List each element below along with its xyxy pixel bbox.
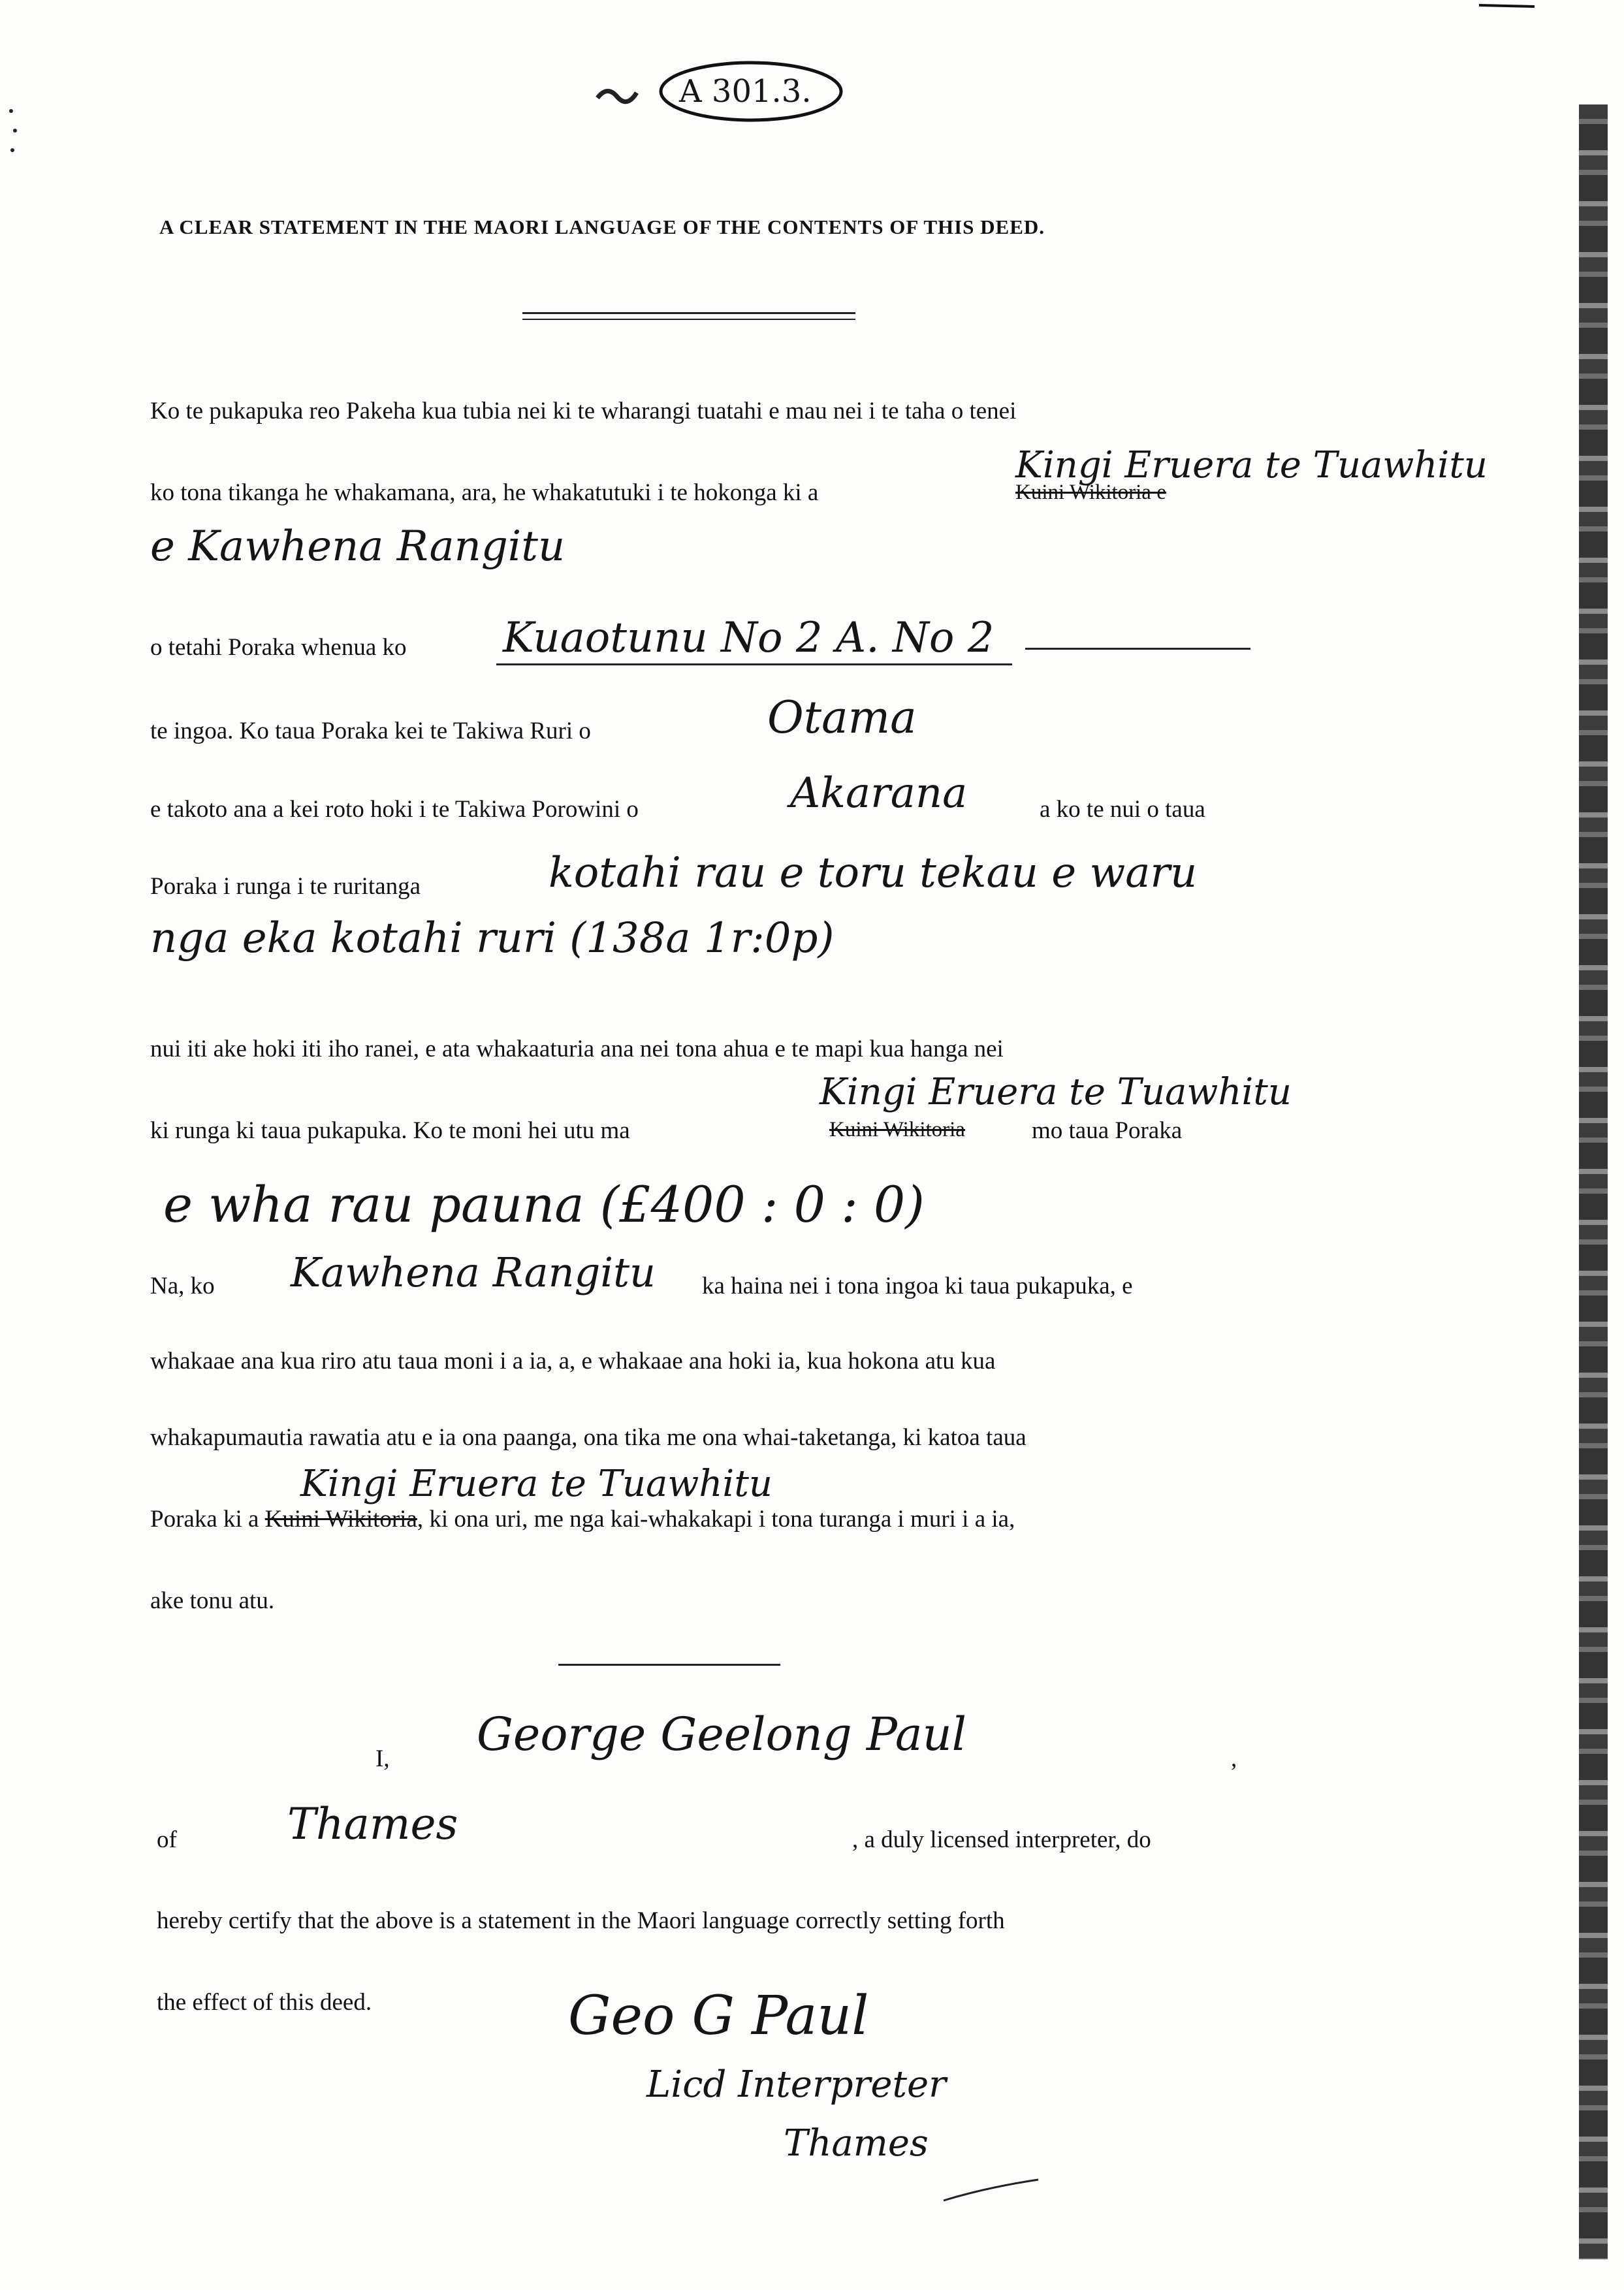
area-line-2: nga eka kotahi ruri (138a 1r:0p) — [150, 914, 835, 962]
deed-line-7: Poraka i runga i te ruritanga — [150, 873, 421, 900]
block-name-underline — [496, 663, 1012, 665]
signature-place: Thames — [784, 2122, 929, 2165]
deed-line-5: te ingoa. Ko taua Poraka kei te Takiwa Ruri o — [150, 718, 591, 744]
deed-line-1: Ko te pukapuka reo Pakeha kua tubia nei ki te wharangi tuatahi e mau nei i te taha o tenei — [150, 398, 1017, 424]
purchaser-name-1: Kingi Eruera te Tuawhitu — [1015, 444, 1488, 486]
deed-line-14: ake tonu atu. — [150, 1587, 275, 1614]
margin-marks-icon — [3, 98, 23, 176]
deed-line-10: Na, ko — [150, 1273, 215, 1299]
deed-line-2: ko tona tikanga he whakamana, ara, he whakatutuki i te hokonga ki a — [150, 479, 819, 506]
scan-mark-icon — [1473, 0, 1538, 13]
survey-district: Otama — [767, 692, 917, 744]
deed-line-6: e takoto ana a kei roto hoki i te Takiwa Porowini o — [150, 796, 639, 823]
deed-line-13-start: Poraka ki a — [150, 1506, 259, 1533]
struck-purchaser-3: Kuini Wikitoria — [264, 1506, 417, 1533]
page-title: A CLEAR STATEMENT IN THE MAORI LANGUAGE OF THE CONTENTS OF THIS DEED. — [159, 215, 1045, 238]
stamp-smudge-icon — [594, 78, 640, 111]
cert-licensed-text: , a duly licensed interpreter, do — [852, 1826, 1151, 1853]
deed-line-10-end: ka haina nei i tona ingoa ki taua pukapuka, e — [702, 1273, 1133, 1299]
deed-line-8: nui iti ake hoki iti iho ranei, e ata whakaaturia ana nei tona ahua e te mapi kua hanga nei — [150, 1036, 1004, 1062]
block-name: Kuaotunu No 2 A. No 2 — [503, 614, 995, 662]
cert-of-label: of — [157, 1826, 177, 1853]
signature-role: Licd Interpreter — [646, 2063, 946, 2106]
seller-name: Kawhena Rangitu — [291, 1248, 656, 1296]
deed-line-6-end: a ko te nui o taua — [1040, 796, 1205, 823]
interpreter-name: George Geelong Paul — [477, 1708, 967, 1761]
interpreter-place: Thames — [287, 1799, 458, 1849]
section-divider — [558, 1664, 780, 1666]
struck-purchaser: Kuini Wikitoria e — [1015, 481, 1166, 504]
area-line-1: kotahi rau e toru tekau e waru — [549, 849, 1198, 897]
deed-line-11: whakaae ana kua riro atu taua moni i a ia, a, e whakaae ana hoki ia, kua hokona atu kua — [150, 1348, 996, 1375]
deed-line-12: whakapumautia rawatia atu e ia ona paanga, ona tika me ona whai-taketanga, ki katoa taua — [150, 1424, 1027, 1451]
block-name-line — [1025, 648, 1250, 650]
purchaser-name-2: e Kawhena Rangitu — [150, 522, 565, 571]
purchaser-name-4: Kingi Eruera te Tuawhitu — [300, 1463, 772, 1505]
stamp-label: A 301.3. — [679, 73, 812, 110]
deed-line-13-end: , ki ona uri, me nga kai-whakakapi i tona turanga i muri i a ia, — [417, 1506, 1015, 1533]
title-divider — [522, 312, 855, 314]
price: e wha rau pauna (£400 : 0 : 0) — [163, 1175, 925, 1233]
title-divider-2 — [522, 319, 855, 320]
cert-line-2: hereby certify that the above is a statement in the Maori language correctly setting forth — [157, 1907, 1005, 1934]
signature-flourish — [940, 2174, 1045, 2207]
deed-line-9-end: mo taua Poraka — [1032, 1117, 1183, 1144]
cert-i-label: I, — [375, 1745, 390, 1772]
signature-name: Geo G Paul — [568, 1985, 869, 2047]
struck-purchaser-2: Kuini Wikitoria — [829, 1118, 965, 1141]
deed-line-13 — [150, 1505, 1015, 1533]
scan-edge-shadow — [1579, 104, 1608, 2259]
province: Akarana — [790, 769, 968, 818]
cert-comma: , — [1231, 1745, 1237, 1772]
purchaser-name-3: Kingi Eruera te Tuawhitu — [820, 1071, 1292, 1113]
deed-line-9: ki runga ki taua pukapuka. Ko te moni hei utu ma — [150, 1117, 630, 1144]
deed-line-4: o tetahi Poraka whenua ko — [150, 634, 407, 661]
cert-line-3: the effect of this deed. — [157, 1989, 372, 2016]
